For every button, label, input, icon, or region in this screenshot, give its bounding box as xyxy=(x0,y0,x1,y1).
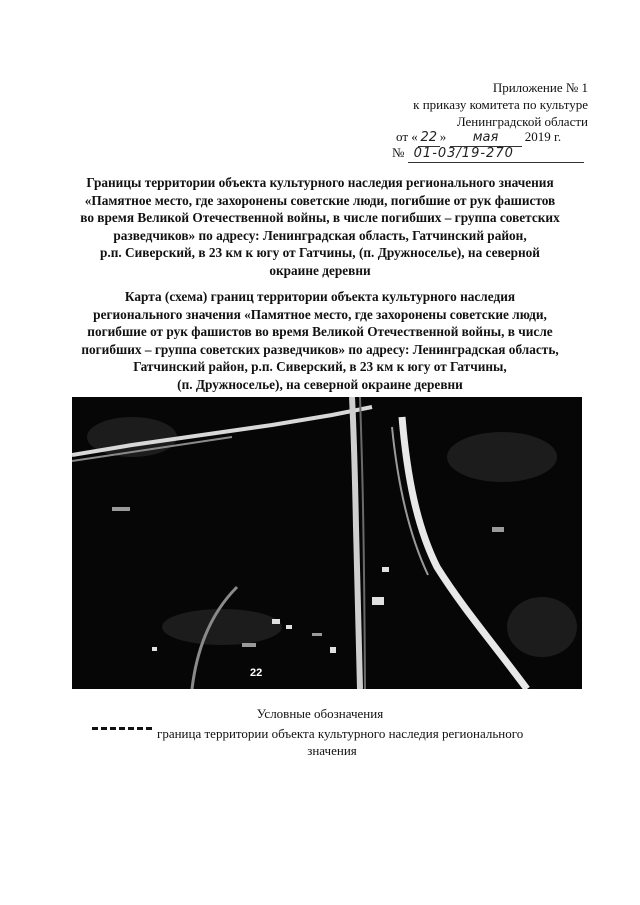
map-title xyxy=(60,288,580,394)
map-title-line: регионального значения «Памятное место, где захоронены советские люди, xyxy=(93,306,547,322)
legend-heading: Условные обозначения xyxy=(256,706,384,721)
document-title xyxy=(60,174,580,280)
title-line: во время Великой Отечественной войны, в числе погибших – группа советских xyxy=(80,210,560,226)
title-line: разведчиков» по адресу: Ленинградская область, Гатчинский район, xyxy=(113,227,527,243)
date-month: мая xyxy=(450,129,522,147)
legend-item-line: граница территории объекта культурного наследия регионального xyxy=(157,726,524,741)
map-graphic xyxy=(72,397,582,689)
order-line: к приказу комитета по культуре xyxy=(413,97,588,112)
map-title-line: (п. Дружноселье), на северной окраине деревни xyxy=(177,376,463,392)
title-line: «Памятное место, где захоронены советские люди, погибшие от рук фашистов xyxy=(84,192,556,208)
map-title-line: погибшие от рук фашистов во время Великой Отечественной войны, в числе xyxy=(87,324,553,340)
map-title-line: Гатчинский район, р.п. Сиверский, в 23 км к югу от Гатчины, xyxy=(133,359,507,375)
legend-item-text xyxy=(157,725,577,759)
appendix-label: Приложение № 1 xyxy=(492,80,588,95)
boundary-line-symbol xyxy=(92,727,152,732)
legend-item-line: значения xyxy=(307,743,357,758)
aerial-map-image xyxy=(72,397,582,689)
title-line: Границы территории объекта культурного наследия регионального значения xyxy=(86,175,554,190)
date-year: 2019 г. xyxy=(524,129,562,144)
date-mid: » xyxy=(439,129,447,144)
map-marker-label: 22 xyxy=(250,667,263,679)
order-number: 01-03/19-270 xyxy=(408,145,584,163)
region-line: Ленинградской области xyxy=(456,114,588,129)
map-title-line: погибших – группа советских разведчиков» по адресу: Ленинградская область, xyxy=(81,341,559,357)
map-title-line: Карта (схема) границ территории объекта культурного наследия xyxy=(124,289,516,304)
order-number-line xyxy=(392,144,588,163)
title-line: окраине деревни xyxy=(269,262,371,278)
title-line: р.п. Сиверский, в 23 км к югу от Гатчины, (п. Дружноселье), на северной xyxy=(100,245,540,261)
date-prefix: от « xyxy=(396,129,418,144)
number-prefix: № xyxy=(392,145,405,160)
date-day: 22 xyxy=(418,129,440,147)
